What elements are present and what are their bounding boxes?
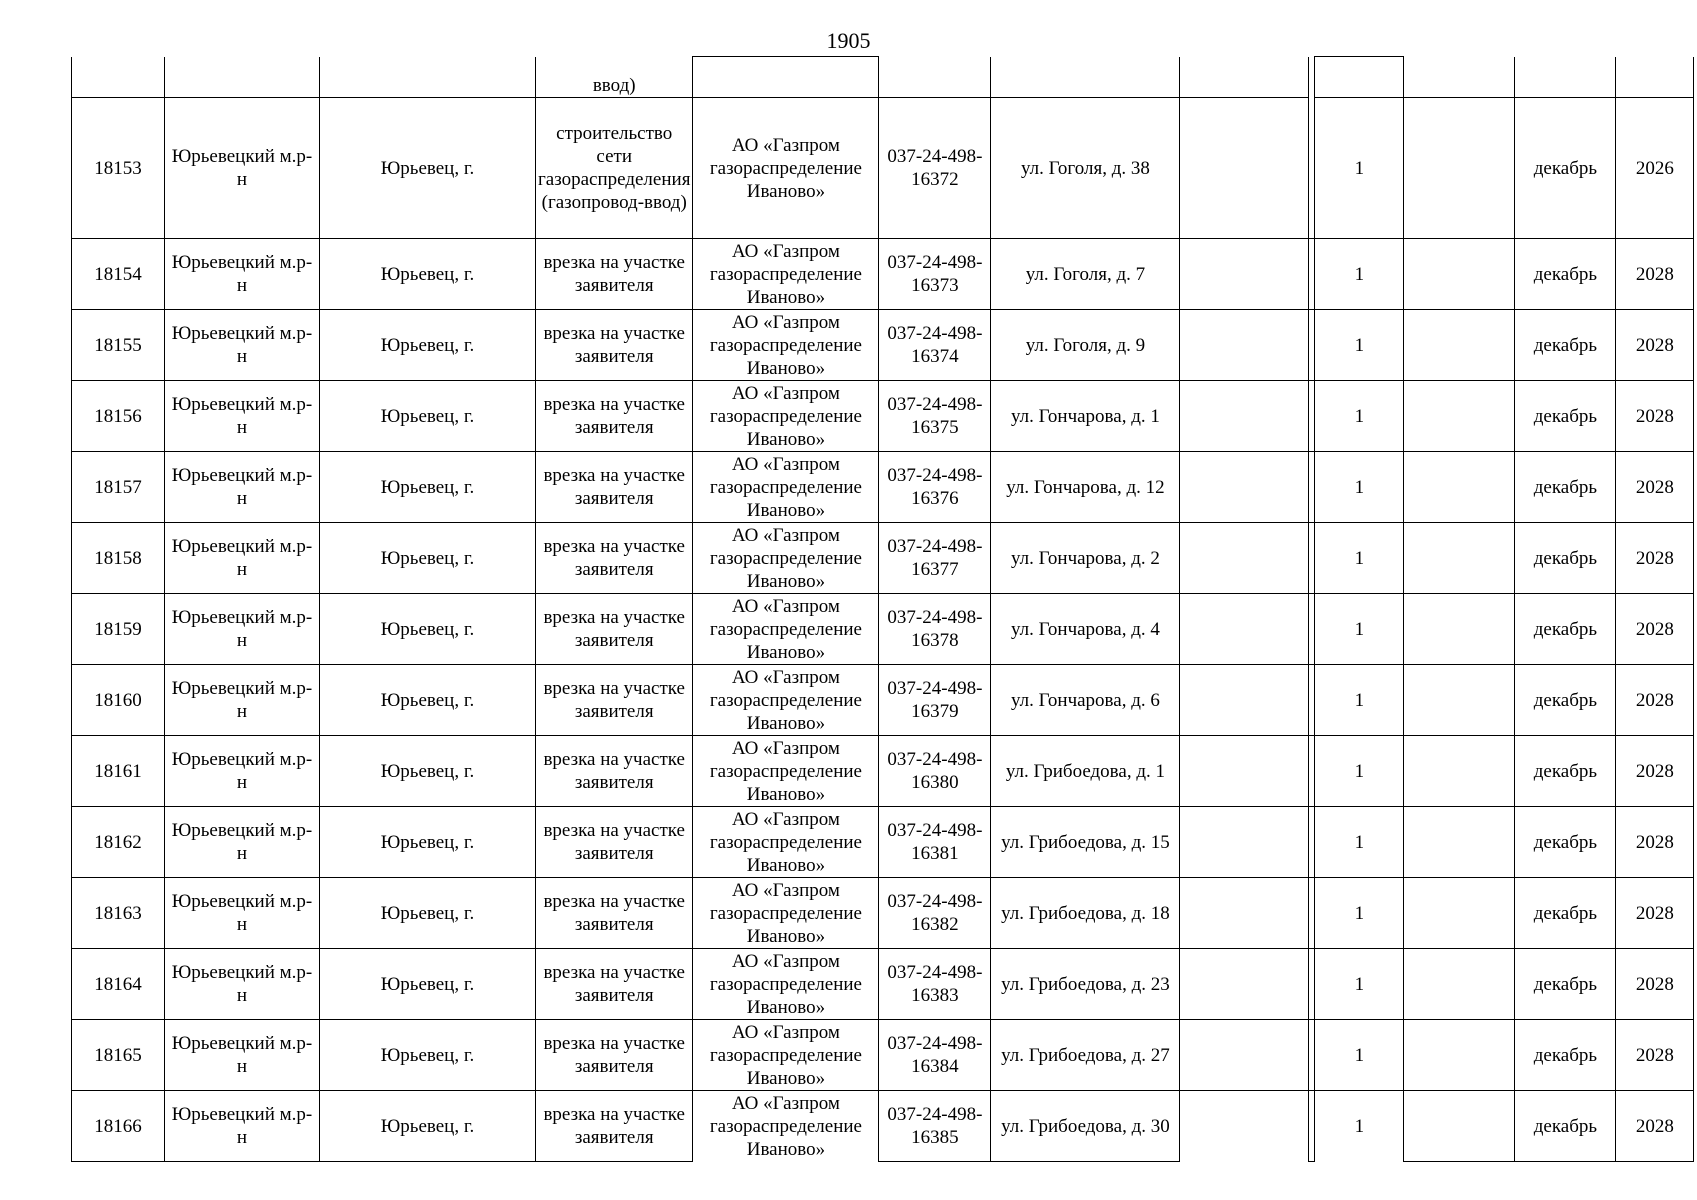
cell-settlement: Юрьевец, г. [320,736,536,807]
cell-code [879,57,991,98]
cell-qty: 1 [1315,949,1404,1020]
cell-address: ул. Грибоедова, д. 18 [991,878,1180,949]
cell-year: 2028 [1616,665,1694,736]
cell-settlement: Юрьевец, г. [320,98,536,239]
cell-work: врезка на участке заявителя [536,452,693,523]
cell-blank-a [1180,523,1309,594]
cell-org: АО «Газпром газораспределение Иваново» [693,1020,879,1091]
cell-blank-b [1404,381,1515,452]
cell-id: 18159 [72,594,165,665]
cell-code: 037-24-498-16381 [879,807,991,878]
cell-district: Юрьевецкий м.р-н [165,1091,320,1162]
cell-org [693,57,879,98]
cell-qty: 1 [1315,1091,1404,1162]
cell-work: врезка на участке заявителя [536,239,693,310]
cell-org: АО «Газпром газораспределение Иваново» [693,878,879,949]
cell-blank-a [1180,1091,1309,1162]
cell-blank-a [1180,807,1309,878]
cell-district: Юрьевецкий м.р-н [165,878,320,949]
cell-settlement: Юрьевец, г. [320,878,536,949]
cell-month: декабрь [1515,1091,1616,1162]
cell-blank-b [1404,736,1515,807]
cell-month: декабрь [1515,594,1616,665]
cell-month: декабрь [1515,239,1616,310]
cell-address: ул. Грибоедова, д. 23 [991,949,1180,1020]
cell-year: 2028 [1616,949,1694,1020]
cell-month: декабрь [1515,523,1616,594]
cell-blank-b [1404,665,1515,736]
cell-year: 2028 [1616,1091,1694,1162]
cell-id: 18165 [72,1020,165,1091]
cell-code: 037-24-498-16376 [879,452,991,523]
cell-blank-a [1180,878,1309,949]
cell-id: 18164 [72,949,165,1020]
cell-blank-a [1180,736,1309,807]
cell-month: декабрь [1515,736,1616,807]
cell-org: АО «Газпром газораспределение Иваново» [693,594,879,665]
cell-id: 18157 [72,452,165,523]
cell-district: Юрьевецкий м.р-н [165,239,320,310]
cell-org: АО «Газпром газораспределение Иваново» [693,98,879,239]
cell-org: АО «Газпром газораспределение Иваново» [693,523,879,594]
cell-blank-b [1404,310,1515,381]
cell-blank-b [1404,523,1515,594]
cell-blank-a [1180,594,1309,665]
cell-work: врезка на участке заявителя [536,736,693,807]
cell-code: 037-24-498-16373 [879,239,991,310]
cell-address: ул. Грибоедова, д. 15 [991,807,1180,878]
table-row [72,949,1694,1020]
cell-work: строительство сети газораспределения (газопровод-ввод) [536,98,693,239]
table-row [72,1091,1694,1162]
cell-qty: 1 [1315,523,1404,594]
cell-year: 2028 [1616,381,1694,452]
cell-work: ввод) [536,57,693,98]
cell-id: 18163 [72,878,165,949]
cell-code: 037-24-498-16380 [879,736,991,807]
cell-org: АО «Газпром газораспределение Иваново» [693,807,879,878]
table-row [72,381,1694,452]
cell-blank-b [1404,949,1515,1020]
cell-org: АО «Газпром газораспределение Иваново» [693,949,879,1020]
cell-work: врезка на участке заявителя [536,310,693,381]
cell-year: 2028 [1616,239,1694,310]
cell-blank-a [1180,57,1309,98]
table-row [72,452,1694,523]
table-row [72,665,1694,736]
cell-month: декабрь [1515,665,1616,736]
cell-district [165,57,320,98]
cell-work: врезка на участке заявителя [536,807,693,878]
cell-settlement: Юрьевец, г. [320,239,536,310]
cell-org: АО «Газпром газораспределение Иваново» [693,239,879,310]
cell-work: врезка на участке заявителя [536,594,693,665]
cell-code: 037-24-498-16378 [879,594,991,665]
cell-settlement [320,57,536,98]
cell-year: 2028 [1616,878,1694,949]
continuation-row [72,57,1694,98]
cell-work: врезка на участке заявителя [536,523,693,594]
cell-district: Юрьевецкий м.р-н [165,807,320,878]
table-row [72,523,1694,594]
cell-id: 18158 [72,523,165,594]
cell-qty: 1 [1315,1020,1404,1091]
cell-district: Юрьевецкий м.р-н [165,594,320,665]
cell-org: АО «Газпром газораспределение Иваново» [693,381,879,452]
cell-address: ул. Гоголя, д. 38 [991,98,1180,239]
table-row [72,878,1694,949]
cell-blank-a [1180,949,1309,1020]
cell-address: ул. Гончарова, д. 6 [991,665,1180,736]
cell-code: 037-24-498-16372 [879,98,991,239]
cell-blank-b [1404,807,1515,878]
cell-code: 037-24-498-16375 [879,381,991,452]
cell-district: Юрьевецкий м.р-н [165,452,320,523]
cell-work: врезка на участке заявителя [536,1091,693,1162]
cell-qty: 1 [1315,381,1404,452]
cell-blank-a [1180,239,1309,310]
cell-settlement: Юрьевец, г. [320,452,536,523]
cell-qty: 1 [1315,807,1404,878]
cell-settlement: Юрьевец, г. [320,1091,536,1162]
cell-blank-b [1404,239,1515,310]
table-row [72,1020,1694,1091]
cell-settlement: Юрьевец, г. [320,807,536,878]
cell-org: АО «Газпром газораспределение Иваново» [693,736,879,807]
cell-work: врезка на участке заявителя [536,665,693,736]
cell-id: 18162 [72,807,165,878]
cell-month: декабрь [1515,878,1616,949]
cell-settlement: Юрьевец, г. [320,381,536,452]
page-number: 1905 [826,28,871,53]
cell-code: 037-24-498-16374 [879,310,991,381]
cell-id: 18154 [72,239,165,310]
cell-qty: 1 [1315,665,1404,736]
table-row [72,310,1694,381]
cell-address: ул. Гончарова, д. 1 [991,381,1180,452]
table-body [72,57,1694,1162]
cell-code: 037-24-498-16384 [879,1020,991,1091]
cell-district: Юрьевецкий м.р-н [165,98,320,239]
cell-id: 18155 [72,310,165,381]
cell-blank-a [1180,310,1309,381]
cell-org: АО «Газпром газораспределение Иваново» [693,1091,879,1162]
cell-year: 2028 [1616,736,1694,807]
cell-district: Юрьевецкий м.р-н [165,381,320,452]
table-row [72,736,1694,807]
cell-blank-a [1180,665,1309,736]
cell-id [72,57,165,98]
cell-district: Юрьевецкий м.р-н [165,310,320,381]
gas-connection-table [71,56,1694,1162]
cell-blank-a [1180,452,1309,523]
cell-year: 2026 [1616,98,1694,239]
cell-address: ул. Гончарова, д. 4 [991,594,1180,665]
cell-month: декабрь [1515,807,1616,878]
cell-blank-b [1404,98,1515,239]
cell-org: АО «Газпром газораспределение Иваново» [693,452,879,523]
cell-blank-b [1404,878,1515,949]
cell-id: 18160 [72,665,165,736]
cell-blank-b [1404,1091,1515,1162]
cell-work: врезка на участке заявителя [536,381,693,452]
cell-month: декабрь [1515,452,1616,523]
cell-address: ул. Грибоедова, д. 27 [991,1020,1180,1091]
cell-year: 2028 [1616,523,1694,594]
cell-org: АО «Газпром газораспределение Иваново» [693,665,879,736]
cell-year: 2028 [1616,1020,1694,1091]
cell-blank-a [1180,98,1309,239]
cell-qty [1315,57,1404,98]
cell-address: ул. Гончарова, д. 2 [991,523,1180,594]
cell-qty: 1 [1315,736,1404,807]
cell-blank-b [1404,452,1515,523]
cell-blank-a [1180,381,1309,452]
cell-month: декабрь [1515,949,1616,1020]
cell-month: декабрь [1515,1020,1616,1091]
cell-month: декабрь [1515,381,1616,452]
cell-code: 037-24-498-16383 [879,949,991,1020]
cell-address: ул. Гоголя, д. 9 [991,310,1180,381]
cell-id: 18166 [72,1091,165,1162]
cell-year [1616,57,1694,98]
cell-district: Юрьевецкий м.р-н [165,949,320,1020]
cell-qty: 1 [1315,878,1404,949]
cell-blank-a [1180,1020,1309,1091]
table-row [72,807,1694,878]
cell-district: Юрьевецкий м.р-н [165,665,320,736]
cell-code: 037-24-498-16379 [879,665,991,736]
cell-district: Юрьевецкий м.р-н [165,1020,320,1091]
cell-settlement: Юрьевец, г. [320,523,536,594]
cell-settlement: Юрьевец, г. [320,665,536,736]
cell-blank-b [1404,57,1515,98]
cell-blank-b [1404,594,1515,665]
cell-qty: 1 [1315,239,1404,310]
cell-month: декабрь [1515,98,1616,239]
cell-id: 18161 [72,736,165,807]
cell-id: 18153 [72,98,165,239]
cell-year: 2028 [1616,452,1694,523]
cell-id: 18156 [72,381,165,452]
cell-org: АО «Газпром газораспределение Иваново» [693,310,879,381]
cell-address [991,57,1180,98]
cell-year: 2028 [1616,594,1694,665]
table-row [72,98,1694,239]
cell-work: врезка на участке заявителя [536,949,693,1020]
cell-settlement: Юрьевец, г. [320,949,536,1020]
table-row [72,239,1694,310]
cell-month [1515,57,1616,98]
cell-code: 037-24-498-16377 [879,523,991,594]
cell-work: врезка на участке заявителя [536,878,693,949]
cell-code: 037-24-498-16382 [879,878,991,949]
cell-code: 037-24-498-16385 [879,1091,991,1162]
cell-address: ул. Гончарова, д. 12 [991,452,1180,523]
cell-qty: 1 [1315,98,1404,239]
cell-settlement: Юрьевец, г. [320,1020,536,1091]
cell-address: ул. Гоголя, д. 7 [991,239,1180,310]
cell-work: врезка на участке заявителя [536,1020,693,1091]
cell-settlement: Юрьевец, г. [320,310,536,381]
cell-qty: 1 [1315,594,1404,665]
cell-district: Юрьевецкий м.р-н [165,523,320,594]
cell-address: ул. Грибоедова, д. 30 [991,1091,1180,1162]
cell-blank-b [1404,1020,1515,1091]
cell-address: ул. Грибоедова, д. 1 [991,736,1180,807]
cell-qty: 1 [1315,310,1404,381]
cell-qty: 1 [1315,452,1404,523]
cell-year: 2028 [1616,310,1694,381]
table-row [72,594,1694,665]
cell-year: 2028 [1616,807,1694,878]
cell-district: Юрьевецкий м.р-н [165,736,320,807]
cell-month: декабрь [1515,310,1616,381]
cell-settlement: Юрьевец, г. [320,594,536,665]
